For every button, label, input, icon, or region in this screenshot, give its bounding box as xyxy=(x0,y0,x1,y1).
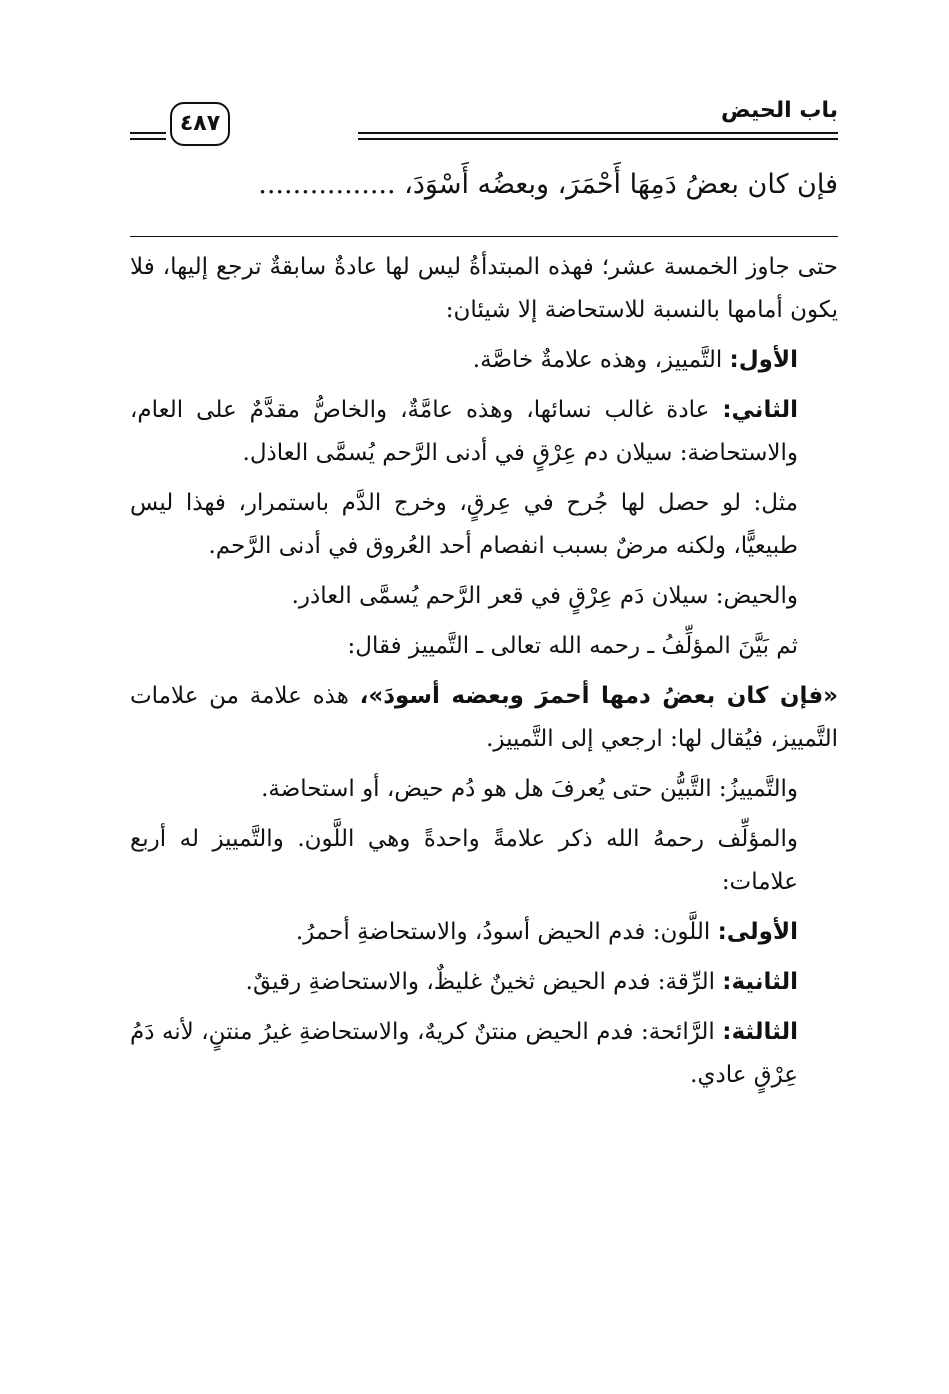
paragraph-label: الأولى: xyxy=(717,919,798,945)
paragraph-label: الثانية: xyxy=(722,969,798,995)
paragraph xyxy=(130,911,838,954)
paragraph xyxy=(130,675,838,761)
paragraph-text: والحيض: سيلان دَم عِرْقٍ في قعر الرَّحم يُسمَّى العاذر. xyxy=(291,583,798,609)
paragraph-text: مثل: لو حصل لها جُرح في عِرقٍ، وخرج الدَّم باستمرار، فهذا ليس طبيعيًّا، ولكنه مرضٌ بسبب انفصام أحد العُروق في أدنى الرَّحم. xyxy=(130,490,798,559)
paragraph-text: والتَّمييزُ: التَّبيُّن حتى يُعرفَ هل هو دُم حيض، أو استحاضة. xyxy=(261,776,798,802)
chapter-title: باب الحيض xyxy=(721,98,838,123)
paragraph-label: «فإن كان بعضُ دمها أحمرَ وبعضه أسودَ»، xyxy=(359,683,838,709)
paragraph xyxy=(130,389,838,475)
paragraph-text: هذه علامة من علامات التَّمييز، فيُقال لها: ارجعي إلى التَّمييز. xyxy=(130,683,838,752)
paragraph xyxy=(130,246,838,332)
paragraph-label: الثاني: xyxy=(722,397,798,423)
paragraph xyxy=(130,339,838,382)
paragraph-text: عادة غالب نسائها، وهذه عامَّةٌ، والخاصُّ مقدَّمٌ على العام، والاستحاضة: سيلان دم عِرْقٍ في أدنى الرَّحم يُسمَّى العاذل. xyxy=(130,397,798,466)
header-rule xyxy=(358,132,838,140)
paragraph-text: التَّمييز، وهذه علامةٌ خاصَّة. xyxy=(472,347,730,373)
paragraph-text: والمؤلِّف رحمهُ الله ذكر علامةً واحدةً وهي اللَّون. والتَّمييز له أربع علامات: xyxy=(130,826,798,895)
paragraph-text: الرِّقة: فدم الحيض ثخينٌ غليظٌ، والاستحاضةِ رقيقٌ. xyxy=(245,969,723,995)
paragraph-label: الثالثة: xyxy=(722,1019,798,1045)
paragraph xyxy=(130,768,838,811)
paragraph-text: اللَّون: فدم الحيض أسودُ، والاستحاضةِ أحمرُ. xyxy=(295,919,718,945)
matn-line: فإن كان بعضُ دَمِهَا أَحْمَرَ، وبعضُه أَسْوَدَ، ................ xyxy=(258,169,838,200)
paragraph-text: حتى جاوز الخمسة عشر؛ فهذه المبتدأةُ ليس لها عادةٌ سابقةٌ ترجع إليها، فلا يكون أمامها بالنسبة للاستحاضة إلا شيئان: xyxy=(130,254,838,323)
commentary-body xyxy=(130,246,838,1104)
divider-rule xyxy=(130,236,838,237)
paragraph xyxy=(130,818,838,904)
page-number: ٤٨٧ xyxy=(170,102,230,146)
paragraph-text: الرَّائحة: فدم الحيض منتنٌ كريهٌ، والاستحاضةِ غيرُ منتنٍ، لأنه دَمُ عِرْقٍ عادي. xyxy=(130,1019,798,1088)
header-rule-left xyxy=(130,132,166,140)
page-header xyxy=(130,92,838,152)
paragraph xyxy=(130,961,838,1004)
paragraph xyxy=(130,575,838,618)
paragraph xyxy=(130,625,838,668)
paragraph-text: ثم بَيَّنَ المؤلِّفُ ـ رحمه الله تعالى ـ التَّمييز فقال: xyxy=(347,633,798,659)
paragraph xyxy=(130,1011,838,1097)
paragraph-label: الأول: xyxy=(729,347,798,373)
paragraph xyxy=(130,482,838,568)
